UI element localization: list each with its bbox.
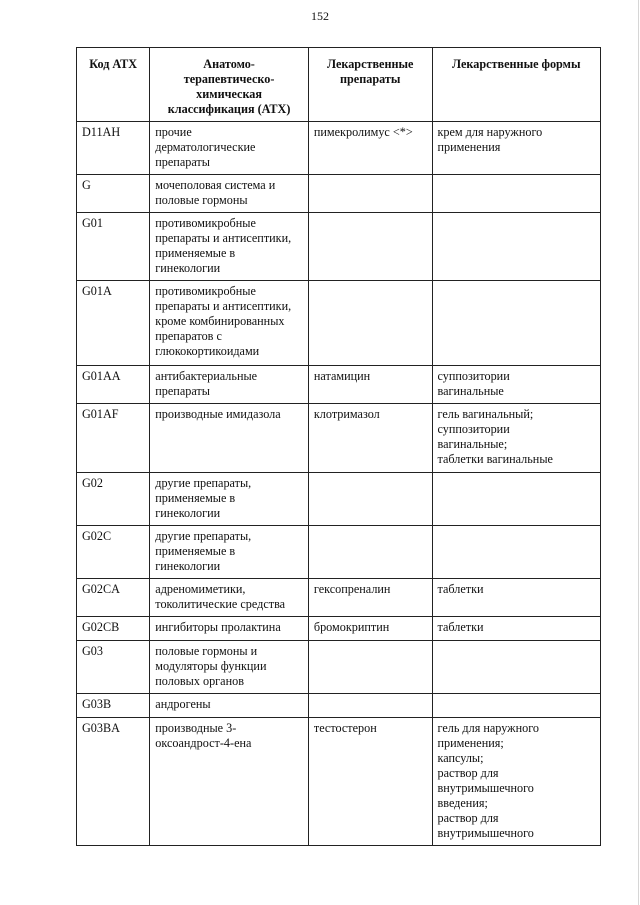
header-drugs: Лекарственные препараты xyxy=(308,48,432,122)
cell-drug xyxy=(308,175,432,213)
cell-form xyxy=(432,473,601,526)
cell-form: гель для наружного применения; капсулы; раствор для внутримышечного введения; раствор для внутримышечного xyxy=(432,718,601,846)
table-row xyxy=(77,281,601,366)
cell-form xyxy=(432,641,601,694)
cell-classification: противомикробные препараты и антисептики, кроме комбинированных препаратов с глюкокортикоидами xyxy=(150,281,309,366)
cell-drug: пимекролимус <*> xyxy=(308,122,432,175)
table-row xyxy=(77,694,601,718)
cell-classification: ингибиторы пролактина xyxy=(150,617,309,641)
cell-code: G02C xyxy=(77,526,150,579)
cell-form: таблетки xyxy=(432,579,601,617)
header-classification: Анатомо- терапевтическо- химическая классификация (АТХ) xyxy=(150,48,309,122)
cell-code: G xyxy=(77,175,150,213)
table-row xyxy=(77,366,601,404)
cell-classification: производные 3- оксоандрост-4-ена xyxy=(150,718,309,846)
table-row xyxy=(77,617,601,641)
cell-form: гель вагинальный; суппозитории вагинальные; таблетки вагинальные xyxy=(432,404,601,473)
cell-drug xyxy=(308,641,432,694)
cell-classification: противомикробные препараты и антисептики, применяемые в гинекологии xyxy=(150,213,309,281)
cell-code: G01A xyxy=(77,281,150,366)
cell-form xyxy=(432,175,601,213)
cell-form xyxy=(432,281,601,366)
cell-classification: андрогены xyxy=(150,694,309,718)
table-row xyxy=(77,526,601,579)
cell-drug: натамицин xyxy=(308,366,432,404)
cell-form xyxy=(432,694,601,718)
table-row xyxy=(77,473,601,526)
cell-classification: половые гормоны и модуляторы функции половых органов xyxy=(150,641,309,694)
cell-code: G03BA xyxy=(77,718,150,846)
cell-form: суппозитории вагинальные xyxy=(432,366,601,404)
cell-code: G02 xyxy=(77,473,150,526)
cell-drug: тестостерон xyxy=(308,718,432,846)
atx-table-header xyxy=(77,48,601,122)
cell-classification: прочие дерматологические препараты xyxy=(150,122,309,175)
cell-drug xyxy=(308,473,432,526)
scan-edge-divider xyxy=(638,0,639,905)
cell-drug xyxy=(308,526,432,579)
cell-classification: производные имидазола xyxy=(150,404,309,473)
cell-form xyxy=(432,526,601,579)
cell-code: G01AF xyxy=(77,404,150,473)
header-row xyxy=(77,48,601,122)
table-row xyxy=(77,718,601,846)
cell-code: D11AH xyxy=(77,122,150,175)
cell-classification: другие препараты, применяемые в гинекологии xyxy=(150,526,309,579)
cell-form: таблетки xyxy=(432,617,601,641)
cell-drug xyxy=(308,213,432,281)
cell-code: G03B xyxy=(77,694,150,718)
cell-classification: мочеполовая система и половые гормоны xyxy=(150,175,309,213)
cell-drug xyxy=(308,281,432,366)
table-row xyxy=(77,641,601,694)
cell-code: G02CA xyxy=(77,579,150,617)
header-forms: Лекарственные формы xyxy=(432,48,601,122)
cell-code: G01AA xyxy=(77,366,150,404)
table-row xyxy=(77,175,601,213)
cell-drug xyxy=(308,694,432,718)
cell-drug: бромокриптин xyxy=(308,617,432,641)
atx-table-body xyxy=(77,122,601,846)
table-row xyxy=(77,404,601,473)
cell-code: G03 xyxy=(77,641,150,694)
page-number: 152 xyxy=(311,9,329,23)
cell-form: крем для наружного применения xyxy=(432,122,601,175)
cell-form xyxy=(432,213,601,281)
cell-drug: клотримазол xyxy=(308,404,432,473)
cell-classification: другие препараты, применяемые в гинекологии xyxy=(150,473,309,526)
table-row xyxy=(77,213,601,281)
cell-code: G02CB xyxy=(77,617,150,641)
header-code: Код АТХ xyxy=(77,48,150,122)
table-row xyxy=(77,579,601,617)
cell-classification: адреномиметики, токолитические средства xyxy=(150,579,309,617)
atx-table xyxy=(76,47,601,846)
cell-code: G01 xyxy=(77,213,150,281)
table-row xyxy=(77,122,601,175)
cell-classification: антибактериальные препараты xyxy=(150,366,309,404)
cell-drug: гексопреналин xyxy=(308,579,432,617)
